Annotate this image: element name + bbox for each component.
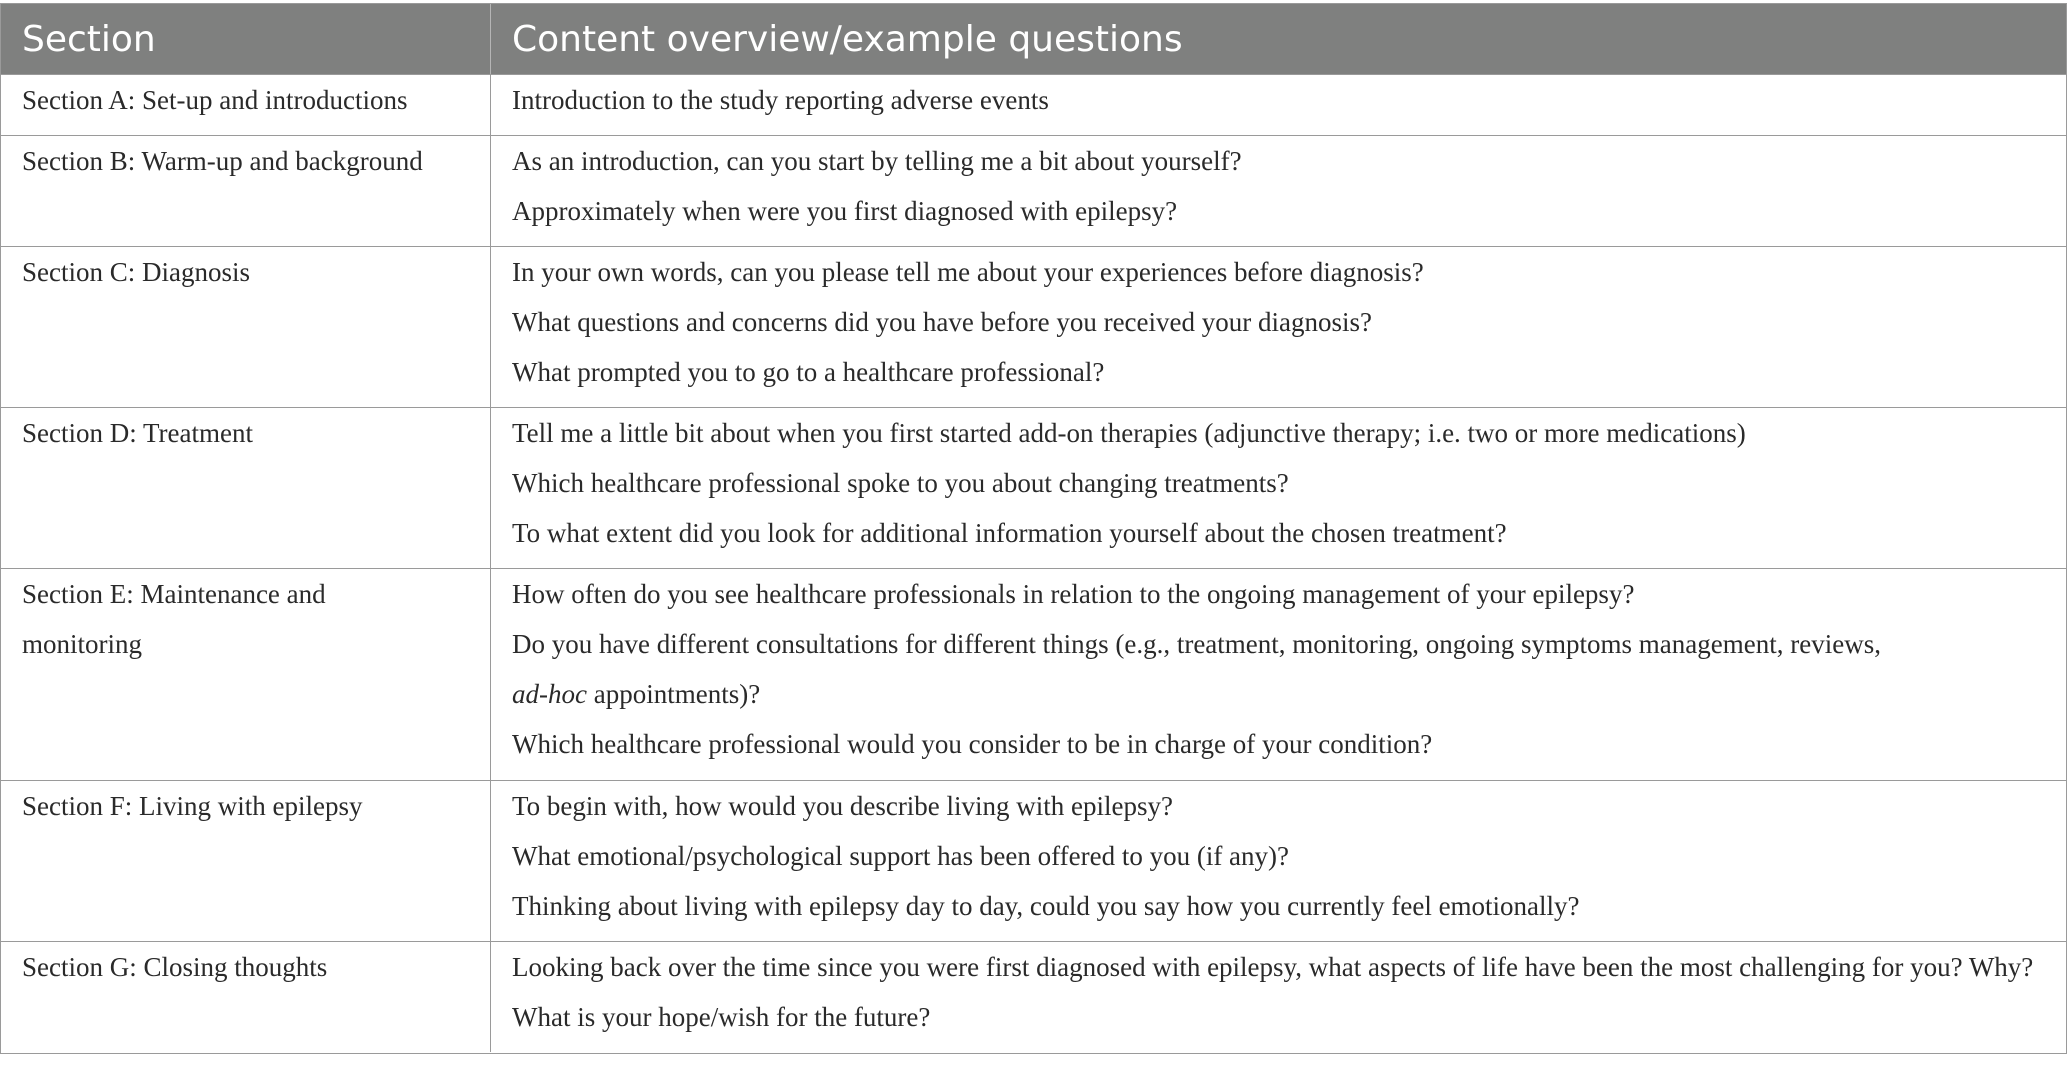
section-label: Section F: Living with epilepsy	[22, 791, 363, 821]
section-label: Section C: Diagnosis	[22, 257, 250, 287]
section-label: Section D: Treatment	[22, 418, 253, 448]
section-label: Section E: Maintenance and	[22, 579, 326, 609]
questions-cell	[491, 75, 2066, 135]
questions-cell	[491, 136, 2066, 246]
question-text: What prompted you to go to a healthcare professional?	[512, 357, 1105, 387]
question-text: Tell me a little bit about when you first started add-on therapies (adjunctive therapy; i.e. two or more medications)	[512, 418, 1746, 448]
section-label-continued: monitoring	[22, 629, 142, 659]
question-text: To begin with, how would you describe living with epilepsy?	[512, 791, 1174, 821]
italic-term: ad-hoc	[512, 679, 587, 709]
questions-cell	[491, 781, 2066, 941]
table-header	[1, 4, 2066, 74]
table-row	[1, 135, 2066, 246]
question-text: What is your hope/wish for the future?	[512, 1002, 931, 1032]
table-row	[1, 780, 2066, 941]
question-text: What questions and concerns did you have before you received your diagnosis?	[512, 307, 1372, 337]
question-text: Thinking about living with epilepsy day to day, could you say how you currently feel emotionally?	[512, 891, 1580, 921]
question-text: As an introduction, can you start by telling me a bit about yourself?	[512, 146, 1242, 176]
section-cell	[1, 942, 491, 1052]
question-text: In your own words, can you please tell me about your experiences before diagnosis?	[512, 257, 1424, 287]
questions-cell	[491, 247, 2066, 407]
question-text: To what extent did you look for additional information yourself about the chosen treatment?	[512, 518, 1507, 548]
question-text: How often do you see healthcare professionals in relation to the ongoing management of your epilepsy?	[512, 579, 1635, 609]
section-cell	[1, 408, 491, 568]
header-content-overview: Content overview/example questions	[512, 18, 1183, 60]
section-cell	[1, 247, 491, 407]
header-section: Section	[1, 4, 491, 74]
section-cell	[1, 136, 491, 246]
section-label: Section B: Warm-up and background	[22, 146, 423, 176]
question-text: Looking back over the time since you were first diagnosed with epilepsy, what aspects of life have been the most challenging for you? Why?	[512, 952, 2034, 982]
section-cell	[1, 75, 491, 135]
question-text: Which healthcare professional spoke to you about changing treatments?	[512, 468, 1289, 498]
question-text: Approximately when were you first diagnosed with epilepsy?	[512, 196, 1178, 226]
questions-cell	[491, 569, 2066, 780]
questions-cell	[491, 408, 2066, 568]
question-text: Do you have different consultations for different things (e.g., treatment, monitoring, ongoing symptoms management, reviews,	[512, 629, 1881, 659]
questionnaire-table	[0, 3, 2067, 1054]
section-cell	[1, 569, 491, 780]
section-cell	[1, 781, 491, 941]
table-row	[1, 246, 2066, 407]
question-text-continued	[512, 679, 2056, 729]
question-text: Introduction to the study reporting adverse events	[512, 85, 1049, 115]
questions-cell	[491, 942, 2066, 1052]
table-row	[1, 74, 2066, 135]
table-row	[1, 568, 2066, 780]
question-text: Which healthcare professional would you consider to be in charge of your condition?	[512, 729, 1433, 759]
section-label: Section G: Closing thoughts	[22, 952, 328, 982]
table-row	[1, 407, 2066, 568]
table-row	[1, 941, 2066, 1052]
section-label: Section A: Set-up and introductions	[22, 85, 408, 115]
continuation-text: appointments)?	[586, 679, 761, 709]
question-text: What emotional/psychological support has been offered to you (if any)?	[512, 841, 1290, 871]
